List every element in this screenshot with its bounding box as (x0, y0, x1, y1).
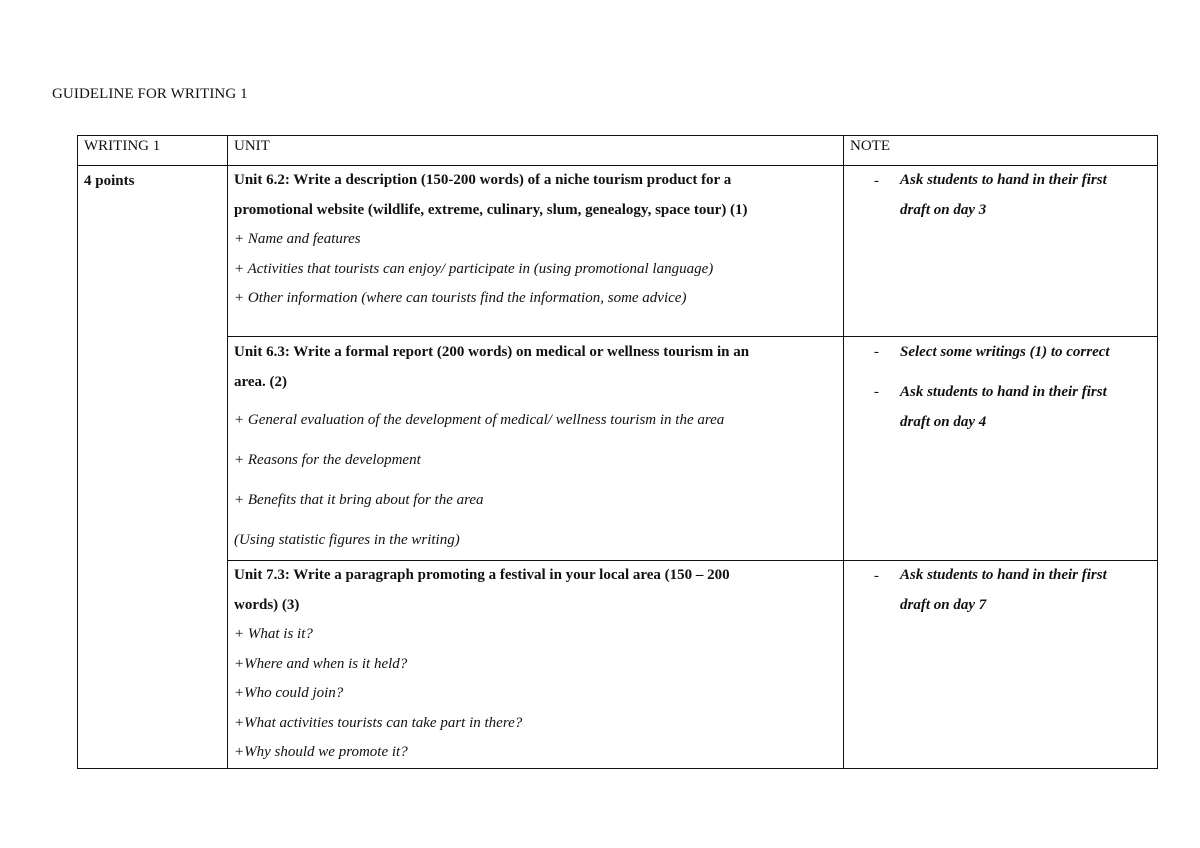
note-bullet (874, 337, 1151, 367)
unit-title-line: Unit 6.2: Write a description (150-200 words) of a niche tourism product for a (234, 172, 732, 188)
bullet-dash: - (874, 568, 879, 584)
table-row (78, 337, 1158, 561)
unit-item: +Who could join? (234, 685, 344, 701)
unit-item: + Reasons for the development (234, 452, 421, 468)
header-writing: WRITING 1 (78, 136, 228, 166)
note-cell (844, 561, 1158, 769)
note-bullet (874, 166, 1151, 225)
note-line: Ask students to hand in their first (900, 567, 1107, 583)
writing-guideline-table (77, 135, 1158, 769)
unit-title-line: Unit 6.3: Write a formal report (200 words) on medical or wellness tourism in an (234, 344, 750, 360)
bullet-dash: - (874, 173, 879, 189)
note-line: Select some writings (1) to correct (900, 344, 1110, 360)
unit-item: +What activities tourists can take part in there? (234, 714, 523, 731)
unit-item: + Activities that tourists can enjoy/ participate in (using promotional language) (234, 260, 714, 277)
unit-cell (228, 166, 844, 337)
bullet-dash: - (874, 344, 879, 360)
note-cell (844, 166, 1158, 337)
bullet-dash: - (874, 384, 879, 400)
unit-cell (228, 337, 844, 561)
table-header-row (78, 136, 1158, 166)
note-line: Ask students to hand in their first (900, 172, 1107, 188)
points-cell (78, 166, 228, 769)
note-line: draft on day 7 (900, 596, 987, 613)
document-title: GUIDELINE FOR WRITING 1 (52, 86, 248, 102)
unit-item: + Benefits that it bring about for the area (234, 492, 484, 508)
note-line: draft on day 4 (900, 414, 987, 430)
note-bullet (874, 377, 1151, 437)
unit-item: +Why should we promote it? (234, 744, 408, 760)
points-label: 4 points (84, 173, 135, 189)
header-unit: UNIT (228, 136, 844, 166)
unit-item: + General evaluation of the development of medical/ wellness tourism in the area (234, 412, 725, 428)
unit-item: + Name and features (234, 231, 361, 247)
table-row (78, 166, 1158, 337)
table-row (78, 561, 1158, 769)
note-bullet (874, 561, 1151, 620)
note-cell (844, 337, 1158, 561)
note-line: Ask students to hand in their first (900, 384, 1107, 400)
unit-title-line: promotional website (wildlife, extreme, culinary, slum, genealogy, space tour) (1) (234, 201, 748, 218)
unit-title-line: area. (2) (234, 374, 288, 390)
note-line: draft on day 3 (900, 201, 987, 218)
unit-cell (228, 561, 844, 769)
unit-item: (Using statistic figures in the writing) (234, 532, 460, 548)
unit-item: + What is it? (234, 626, 313, 642)
unit-title-line: Unit 7.3: Write a paragraph promoting a festival in your local area (150 – 200 (234, 567, 730, 583)
header-note: NOTE (844, 136, 1158, 166)
unit-item: +Where and when is it held? (234, 655, 408, 672)
unit-item: + Other information (where can tourists find the information, some advice) (234, 290, 687, 306)
unit-title-line: words) (3) (234, 596, 300, 613)
